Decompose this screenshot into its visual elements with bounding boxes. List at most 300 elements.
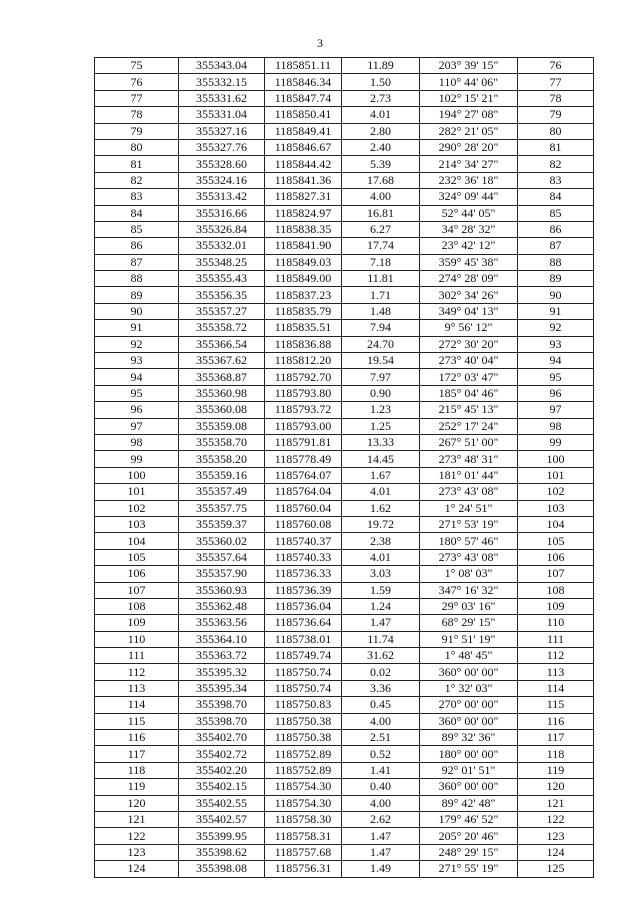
x-coordinate-cell: 355363.72 — [179, 648, 265, 664]
y-coordinate-cell: 1185835.79 — [265, 303, 342, 319]
distance-cell: 3.36 — [342, 680, 420, 696]
x-coordinate-cell: 355402.20 — [179, 762, 265, 778]
distance-cell: 0.52 — [342, 746, 420, 762]
point-number-cell: 110 — [95, 631, 179, 647]
x-coordinate-cell: 355348.25 — [179, 254, 265, 270]
table-row — [95, 336, 594, 352]
distance-cell: 7.18 — [342, 254, 420, 270]
x-coordinate-cell: 355402.55 — [179, 795, 265, 811]
point-number-cell: 119 — [95, 779, 179, 795]
bearing-cell: 324° 09' 44" — [420, 189, 518, 205]
y-coordinate-cell: 1185760.08 — [265, 516, 342, 532]
next-point-cell: 83 — [518, 172, 594, 188]
table-row — [95, 156, 594, 172]
next-point-cell: 122 — [518, 811, 594, 827]
bearing-cell: 194° 27' 08" — [420, 107, 518, 123]
point-number-cell: 92 — [95, 336, 179, 352]
table-row — [95, 484, 594, 500]
point-number-cell: 120 — [95, 795, 179, 811]
point-number-cell: 84 — [95, 205, 179, 221]
point-number-cell: 90 — [95, 303, 179, 319]
table-row — [95, 74, 594, 90]
y-coordinate-cell: 1185750.38 — [265, 713, 342, 729]
point-number-cell: 121 — [95, 811, 179, 827]
next-point-cell: 120 — [518, 779, 594, 795]
bearing-cell: 34° 28' 32" — [420, 221, 518, 237]
bearing-cell: 1° 32' 03" — [420, 680, 518, 696]
point-number-cell: 83 — [95, 189, 179, 205]
table-row — [95, 238, 594, 254]
x-coordinate-cell: 355362.48 — [179, 598, 265, 614]
distance-cell: 1.48 — [342, 303, 420, 319]
y-coordinate-cell: 1185749.74 — [265, 648, 342, 664]
bearing-cell: 273° 43' 08" — [420, 549, 518, 565]
next-point-cell: 105 — [518, 533, 594, 549]
y-coordinate-cell: 1185750.38 — [265, 730, 342, 746]
x-coordinate-cell: 355356.35 — [179, 287, 265, 303]
point-number-cell: 76 — [95, 74, 179, 90]
x-coordinate-cell: 355398.08 — [179, 861, 265, 877]
x-coordinate-cell: 355326.84 — [179, 221, 265, 237]
table-row — [95, 631, 594, 647]
table-row — [95, 664, 594, 680]
x-coordinate-cell: 355366.54 — [179, 336, 265, 352]
table-row — [95, 648, 594, 664]
distance-cell: 2.73 — [342, 90, 420, 106]
next-point-cell: 94 — [518, 353, 594, 369]
x-coordinate-cell: 355343.04 — [179, 58, 265, 74]
point-number-cell: 96 — [95, 402, 179, 418]
point-number-cell: 93 — [95, 353, 179, 369]
next-point-cell: 87 — [518, 238, 594, 254]
y-coordinate-cell: 1185750.83 — [265, 697, 342, 713]
bearing-cell: 360° 00' 00" — [420, 664, 518, 680]
y-coordinate-cell: 1185836.88 — [265, 336, 342, 352]
distance-cell: 6.27 — [342, 221, 420, 237]
table-row — [95, 369, 594, 385]
y-coordinate-cell: 1185740.33 — [265, 549, 342, 565]
bearing-cell: 110° 44' 06" — [420, 74, 518, 90]
distance-cell: 1.41 — [342, 762, 420, 778]
table-row — [95, 139, 594, 155]
point-number-cell: 113 — [95, 680, 179, 696]
next-point-cell: 92 — [518, 320, 594, 336]
point-number-cell: 89 — [95, 287, 179, 303]
table-row — [95, 533, 594, 549]
bearing-cell: 181° 01' 44" — [420, 467, 518, 483]
distance-cell: 11.74 — [342, 631, 420, 647]
next-point-cell: 124 — [518, 844, 594, 860]
table-row — [95, 58, 594, 74]
point-number-cell: 75 — [95, 58, 179, 74]
bearing-cell: 172° 03' 47" — [420, 369, 518, 385]
y-coordinate-cell: 1185812.20 — [265, 353, 342, 369]
distance-cell: 1.47 — [342, 844, 420, 860]
distance-cell: 1.23 — [342, 402, 420, 418]
y-coordinate-cell: 1185838.35 — [265, 221, 342, 237]
table-row — [95, 697, 594, 713]
bearing-cell: 360° 00' 00" — [420, 713, 518, 729]
point-number-cell: 107 — [95, 582, 179, 598]
bearing-cell: 1° 48' 45" — [420, 648, 518, 664]
distance-cell: 1.25 — [342, 418, 420, 434]
x-coordinate-cell: 355359.37 — [179, 516, 265, 532]
y-coordinate-cell: 1185757.68 — [265, 844, 342, 860]
distance-cell: 1.62 — [342, 500, 420, 516]
table-row — [95, 516, 594, 532]
y-coordinate-cell: 1185849.41 — [265, 123, 342, 139]
bearing-cell: 349° 04' 13" — [420, 303, 518, 319]
bearing-cell: 271° 55' 19" — [420, 861, 518, 877]
distance-cell: 0.45 — [342, 697, 420, 713]
x-coordinate-cell: 355360.98 — [179, 385, 265, 401]
point-number-cell: 117 — [95, 746, 179, 762]
next-point-cell: 123 — [518, 828, 594, 844]
y-coordinate-cell: 1185793.00 — [265, 418, 342, 434]
y-coordinate-cell: 1185752.89 — [265, 762, 342, 778]
bearing-cell: 273° 43' 08" — [420, 484, 518, 500]
table-row — [95, 680, 594, 696]
next-point-cell: 112 — [518, 648, 594, 664]
table-row — [95, 189, 594, 205]
next-point-cell: 118 — [518, 746, 594, 762]
bearing-cell: 89° 42' 48" — [420, 795, 518, 811]
table-row — [95, 221, 594, 237]
bearing-cell: 270° 00' 00" — [420, 697, 518, 713]
next-point-cell: 96 — [518, 385, 594, 401]
y-coordinate-cell: 1185750.74 — [265, 680, 342, 696]
bearing-cell: 180° 00' 00" — [420, 746, 518, 762]
point-number-cell: 112 — [95, 664, 179, 680]
table-row — [95, 385, 594, 401]
distance-cell: 1.50 — [342, 74, 420, 90]
next-point-cell: 86 — [518, 221, 594, 237]
y-coordinate-cell: 1185736.04 — [265, 598, 342, 614]
next-point-cell: 79 — [518, 107, 594, 123]
x-coordinate-cell: 355358.70 — [179, 434, 265, 450]
x-coordinate-cell: 355357.27 — [179, 303, 265, 319]
point-number-cell: 123 — [95, 844, 179, 860]
point-number-cell: 122 — [95, 828, 179, 844]
y-coordinate-cell: 1185736.64 — [265, 615, 342, 631]
distance-cell: 1.49 — [342, 861, 420, 877]
distance-cell: 4.01 — [342, 549, 420, 565]
x-coordinate-cell: 355364.10 — [179, 631, 265, 647]
next-point-cell: 91 — [518, 303, 594, 319]
x-coordinate-cell: 355358.72 — [179, 320, 265, 336]
x-coordinate-cell: 355402.57 — [179, 811, 265, 827]
y-coordinate-cell: 1185758.30 — [265, 811, 342, 827]
table-row — [95, 107, 594, 123]
bearing-cell: 1° 08' 03" — [420, 566, 518, 582]
table-row — [95, 418, 594, 434]
point-number-cell: 100 — [95, 467, 179, 483]
next-point-cell: 125 — [518, 861, 594, 877]
next-point-cell: 88 — [518, 254, 594, 270]
next-point-cell: 107 — [518, 566, 594, 582]
point-number-cell: 115 — [95, 713, 179, 729]
bearing-cell: 1° 24' 51" — [420, 500, 518, 516]
point-number-cell: 80 — [95, 139, 179, 155]
distance-cell: 0.02 — [342, 664, 420, 680]
coordinates-table-body — [95, 58, 594, 878]
next-point-cell: 81 — [518, 139, 594, 155]
next-point-cell: 113 — [518, 664, 594, 680]
x-coordinate-cell: 355332.01 — [179, 238, 265, 254]
x-coordinate-cell: 355360.93 — [179, 582, 265, 598]
distance-cell: 19.72 — [342, 516, 420, 532]
table-row — [95, 172, 594, 188]
bearing-cell: 290° 28' 20" — [420, 139, 518, 155]
bearing-cell: 272° 30' 20" — [420, 336, 518, 352]
y-coordinate-cell: 1185750.74 — [265, 664, 342, 680]
y-coordinate-cell: 1185851.11 — [265, 58, 342, 74]
distance-cell: 7.97 — [342, 369, 420, 385]
point-number-cell: 118 — [95, 762, 179, 778]
distance-cell: 2.51 — [342, 730, 420, 746]
next-point-cell: 117 — [518, 730, 594, 746]
y-coordinate-cell: 1185758.31 — [265, 828, 342, 844]
point-number-cell: 94 — [95, 369, 179, 385]
next-point-cell: 111 — [518, 631, 594, 647]
x-coordinate-cell: 355331.04 — [179, 107, 265, 123]
table-row — [95, 287, 594, 303]
table-row — [95, 254, 594, 270]
point-number-cell: 95 — [95, 385, 179, 401]
table-row — [95, 746, 594, 762]
x-coordinate-cell: 355357.90 — [179, 566, 265, 582]
bearing-cell: 252° 17' 24" — [420, 418, 518, 434]
table-row — [95, 549, 594, 565]
table-row — [95, 811, 594, 827]
point-number-cell: 86 — [95, 238, 179, 254]
x-coordinate-cell: 355398.70 — [179, 697, 265, 713]
distance-cell: 19.54 — [342, 353, 420, 369]
point-number-cell: 104 — [95, 533, 179, 549]
table-row — [95, 713, 594, 729]
x-coordinate-cell: 355360.02 — [179, 533, 265, 549]
y-coordinate-cell: 1185736.39 — [265, 582, 342, 598]
point-number-cell: 102 — [95, 500, 179, 516]
distance-cell: 17.74 — [342, 238, 420, 254]
table-row — [95, 844, 594, 860]
table-row — [95, 90, 594, 106]
next-point-cell: 116 — [518, 713, 594, 729]
x-coordinate-cell: 355368.87 — [179, 369, 265, 385]
next-point-cell: 114 — [518, 680, 594, 696]
point-number-cell: 79 — [95, 123, 179, 139]
distance-cell: 2.80 — [342, 123, 420, 139]
table-row — [95, 123, 594, 139]
y-coordinate-cell: 1185827.31 — [265, 189, 342, 205]
table-row — [95, 762, 594, 778]
distance-cell: 1.47 — [342, 828, 420, 844]
next-point-cell: 115 — [518, 697, 594, 713]
y-coordinate-cell: 1185754.30 — [265, 795, 342, 811]
x-coordinate-cell: 355327.16 — [179, 123, 265, 139]
point-number-cell: 85 — [95, 221, 179, 237]
distance-cell: 17.68 — [342, 172, 420, 188]
distance-cell: 2.40 — [342, 139, 420, 155]
table-row — [95, 730, 594, 746]
next-point-cell: 93 — [518, 336, 594, 352]
next-point-cell: 108 — [518, 582, 594, 598]
table-row — [95, 402, 594, 418]
distance-cell: 0.40 — [342, 779, 420, 795]
distance-cell: 31.62 — [342, 648, 420, 664]
point-number-cell: 87 — [95, 254, 179, 270]
bearing-cell: 273° 48' 31" — [420, 451, 518, 467]
distance-cell: 4.01 — [342, 484, 420, 500]
table-row — [95, 598, 594, 614]
table-row — [95, 779, 594, 795]
next-point-cell: 103 — [518, 500, 594, 516]
next-point-cell: 121 — [518, 795, 594, 811]
point-number-cell: 77 — [95, 90, 179, 106]
distance-cell: 1.59 — [342, 582, 420, 598]
point-number-cell: 88 — [95, 271, 179, 287]
y-coordinate-cell: 1185849.00 — [265, 271, 342, 287]
point-number-cell: 105 — [95, 549, 179, 565]
bearing-cell: 271° 53' 19" — [420, 516, 518, 532]
point-number-cell: 91 — [95, 320, 179, 336]
point-number-cell: 111 — [95, 648, 179, 664]
distance-cell: 16.81 — [342, 205, 420, 221]
bearing-cell: 23° 42' 12" — [420, 238, 518, 254]
point-number-cell: 114 — [95, 697, 179, 713]
point-number-cell: 116 — [95, 730, 179, 746]
x-coordinate-cell: 355328.60 — [179, 156, 265, 172]
bearing-cell: 359° 45' 38" — [420, 254, 518, 270]
bearing-cell: 273° 40' 04" — [420, 353, 518, 369]
point-number-cell: 103 — [95, 516, 179, 532]
bearing-cell: 29° 03' 16" — [420, 598, 518, 614]
next-point-cell: 78 — [518, 90, 594, 106]
table-row — [95, 320, 594, 336]
point-number-cell: 124 — [95, 861, 179, 877]
table-row — [95, 566, 594, 582]
x-coordinate-cell: 355355.43 — [179, 271, 265, 287]
x-coordinate-cell: 355359.16 — [179, 467, 265, 483]
next-point-cell: 99 — [518, 434, 594, 450]
table-row — [95, 271, 594, 287]
next-point-cell: 110 — [518, 615, 594, 631]
distance-cell: 11.81 — [342, 271, 420, 287]
y-coordinate-cell: 1185760.04 — [265, 500, 342, 516]
point-number-cell: 106 — [95, 566, 179, 582]
next-point-cell: 89 — [518, 271, 594, 287]
bearing-cell: 248° 29' 15" — [420, 844, 518, 860]
bearing-cell: 52° 44' 05" — [420, 205, 518, 221]
table-row — [95, 861, 594, 877]
distance-cell: 1.67 — [342, 467, 420, 483]
distance-cell: 4.00 — [342, 795, 420, 811]
page-number: 3 — [317, 36, 323, 50]
point-number-cell: 109 — [95, 615, 179, 631]
table-row — [95, 205, 594, 221]
bearing-cell: 92° 01' 51" — [420, 762, 518, 778]
next-point-cell: 82 — [518, 156, 594, 172]
x-coordinate-cell: 355402.15 — [179, 779, 265, 795]
distance-cell: 7.94 — [342, 320, 420, 336]
bearing-cell: 214° 34' 27" — [420, 156, 518, 172]
bearing-cell: 302° 34' 26" — [420, 287, 518, 303]
bearing-cell: 360° 00' 00" — [420, 779, 518, 795]
next-point-cell: 95 — [518, 369, 594, 385]
next-point-cell: 98 — [518, 418, 594, 434]
x-coordinate-cell: 355357.75 — [179, 500, 265, 516]
y-coordinate-cell: 1185764.07 — [265, 467, 342, 483]
x-coordinate-cell: 355327.76 — [179, 139, 265, 155]
coordinates-table — [94, 57, 594, 878]
y-coordinate-cell: 1185793.72 — [265, 402, 342, 418]
next-point-cell: 100 — [518, 451, 594, 467]
y-coordinate-cell: 1185850.41 — [265, 107, 342, 123]
bearing-cell: 9° 56' 12" — [420, 320, 518, 336]
x-coordinate-cell: 355359.08 — [179, 418, 265, 434]
bearing-cell: 282° 21' 05" — [420, 123, 518, 139]
table-row — [95, 451, 594, 467]
x-coordinate-cell: 355402.70 — [179, 730, 265, 746]
x-coordinate-cell: 355398.70 — [179, 713, 265, 729]
distance-cell: 3.03 — [342, 566, 420, 582]
y-coordinate-cell: 1185778.49 — [265, 451, 342, 467]
y-coordinate-cell: 1185844.42 — [265, 156, 342, 172]
x-coordinate-cell: 355402.72 — [179, 746, 265, 762]
table-row — [95, 582, 594, 598]
distance-cell: 13.33 — [342, 434, 420, 450]
next-point-cell: 119 — [518, 762, 594, 778]
y-coordinate-cell: 1185835.51 — [265, 320, 342, 336]
y-coordinate-cell: 1185837.23 — [265, 287, 342, 303]
x-coordinate-cell: 355313.42 — [179, 189, 265, 205]
point-number-cell: 99 — [95, 451, 179, 467]
next-point-cell: 106 — [518, 549, 594, 565]
x-coordinate-cell: 355324.16 — [179, 172, 265, 188]
x-coordinate-cell: 355363.56 — [179, 615, 265, 631]
bearing-cell: 180° 57' 46" — [420, 533, 518, 549]
y-coordinate-cell: 1185792.70 — [265, 369, 342, 385]
x-coordinate-cell: 355367.62 — [179, 353, 265, 369]
y-coordinate-cell: 1185791.81 — [265, 434, 342, 450]
y-coordinate-cell: 1185846.34 — [265, 74, 342, 90]
x-coordinate-cell: 355332.15 — [179, 74, 265, 90]
next-point-cell: 77 — [518, 74, 594, 90]
distance-cell: 14.45 — [342, 451, 420, 467]
y-coordinate-cell: 1185756.31 — [265, 861, 342, 877]
y-coordinate-cell: 1185846.67 — [265, 139, 342, 155]
distance-cell: 4.01 — [342, 107, 420, 123]
bearing-cell: 102° 15' 21" — [420, 90, 518, 106]
next-point-cell: 97 — [518, 402, 594, 418]
distance-cell: 2.62 — [342, 811, 420, 827]
table-row — [95, 353, 594, 369]
bearing-cell: 203° 39' 15" — [420, 58, 518, 74]
x-coordinate-cell: 355399.95 — [179, 828, 265, 844]
point-number-cell: 98 — [95, 434, 179, 450]
bearing-cell: 274° 28' 09" — [420, 271, 518, 287]
table-row — [95, 828, 594, 844]
table-row — [95, 500, 594, 516]
bearing-cell: 89° 32' 36" — [420, 730, 518, 746]
next-point-cell: 85 — [518, 205, 594, 221]
point-number-cell: 82 — [95, 172, 179, 188]
x-coordinate-cell: 355360.08 — [179, 402, 265, 418]
next-point-cell: 90 — [518, 287, 594, 303]
distance-cell: 2.38 — [342, 533, 420, 549]
bearing-cell: 232° 36' 18" — [420, 172, 518, 188]
bearing-cell: 267° 51' 00" — [420, 434, 518, 450]
